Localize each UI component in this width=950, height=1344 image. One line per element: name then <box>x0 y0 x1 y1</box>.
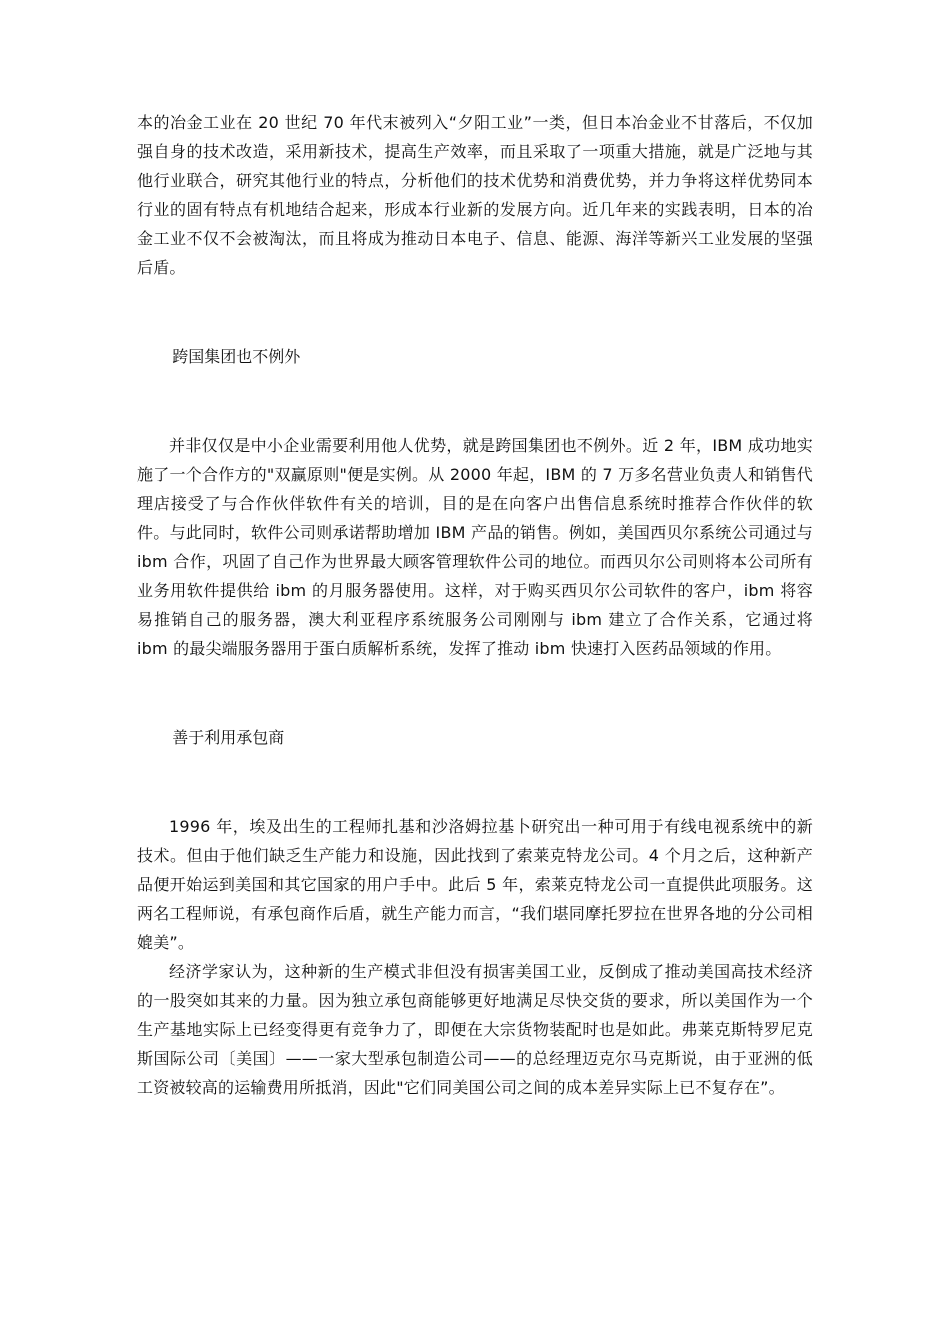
spacer <box>137 282 813 342</box>
paragraph-engineers-solectron: 1996 年，埃及出生的工程师扎基和沙洛姆拉基卜研究出一种可用于有线电视系统中的新技术。但由于他们缺乏生产能力和设施，因此找到了索莱克特龙公司。4 个月之后，这种新产品便开始运到美国和其它国家的用户手中。此后 5 年，索莱克特龙公司一直提供此项服务。这两名工程师说，有承包商作后盾，就生产能力而言，“我们堪同摩托罗拉在世界各地的分公司相媲美”。 <box>137 817 813 952</box>
spacer <box>137 752 813 812</box>
paragraph-economists-view: 经济学家认为，这种新的生产模式非但没有损害美国工业，反倒成了推动美国高技术经济的一股突如其来的力量。因为独立承包商能够更好地满足尽快交货的要求，所以美国作为一个生产基地实际上已经变得更有竞争力了，即便在大宗货物装配时也是如此。弗莱克斯特罗尼克斯国际公司〔美国〕——一家大型承包制造公司——的总经理迈克尔马克斯说，由于亚洲的低工资被较高的运输费用所抵消，因此"它们同美国公司之间的成本差异实际上已不复存在”。 <box>137 962 813 1097</box>
section-heading-contractors: 善于利用承包商 <box>172 728 285 747</box>
section-heading-multinational: 跨国集团也不例外 <box>172 347 301 366</box>
document-page <box>137 108 813 1102</box>
paragraph-japan-metallurgy: 本的冶金工业在 20 世纪 70 年代末被列入“夕阳工业”一类，但日本冶金业不甘落后，不仅加强自身的技术改造，采用新技术，提高生产效率，而且采取了一项重大措施，就是广泛地与其他行业联合，研究其他行业的特点，分析他们的技术优势和消费优势，并力争将这样优势同本行业的固有特点有机地结合起来，形成本行业新的发展方向。近几年来的实践表明，日本的冶金工业不仅不会被淘汰，而且将成为推动日本电子、信息、能源、海洋等新兴工业发展的坚强后盾。 <box>137 113 813 277</box>
paragraph-ibm-partnership: 并非仅仅是中小企业需要利用他人优势，就是跨国集团也不例外。近 2 年，IBM 成功地实施了一个合作方的"双赢原则"便是实例。从 2000 年起，IBM 的 7 万多名营业负责人和销售代理店接受了与合作伙伴软件有关的培训，目的是在向客户出售信息系统时推荐合作伙伴的软件。与此同时，软件公司则承诺帮助增加 IBM 产品的销售。例如，美国西贝尔系统公司通过与 ibm 合作，巩固了自己作为世界最大顾客管理软件公司的地位。而西贝尔公司则将本公司所有业务用软件提供给 ibm 的月服务器使用。这样，对于购买西贝尔公司软件的客户，ibm 将容易推销自己的服务器，澳大利亚程序系统服务公司刚刚与 ibm 建立了合作关系，它通过将 ibm 的最尖端服务器用于蛋白质解析系统，发挥了推动 ibm 快速打入医药品领域的作用。 <box>137 436 813 658</box>
spacer <box>137 663 813 723</box>
spacer <box>137 371 813 431</box>
